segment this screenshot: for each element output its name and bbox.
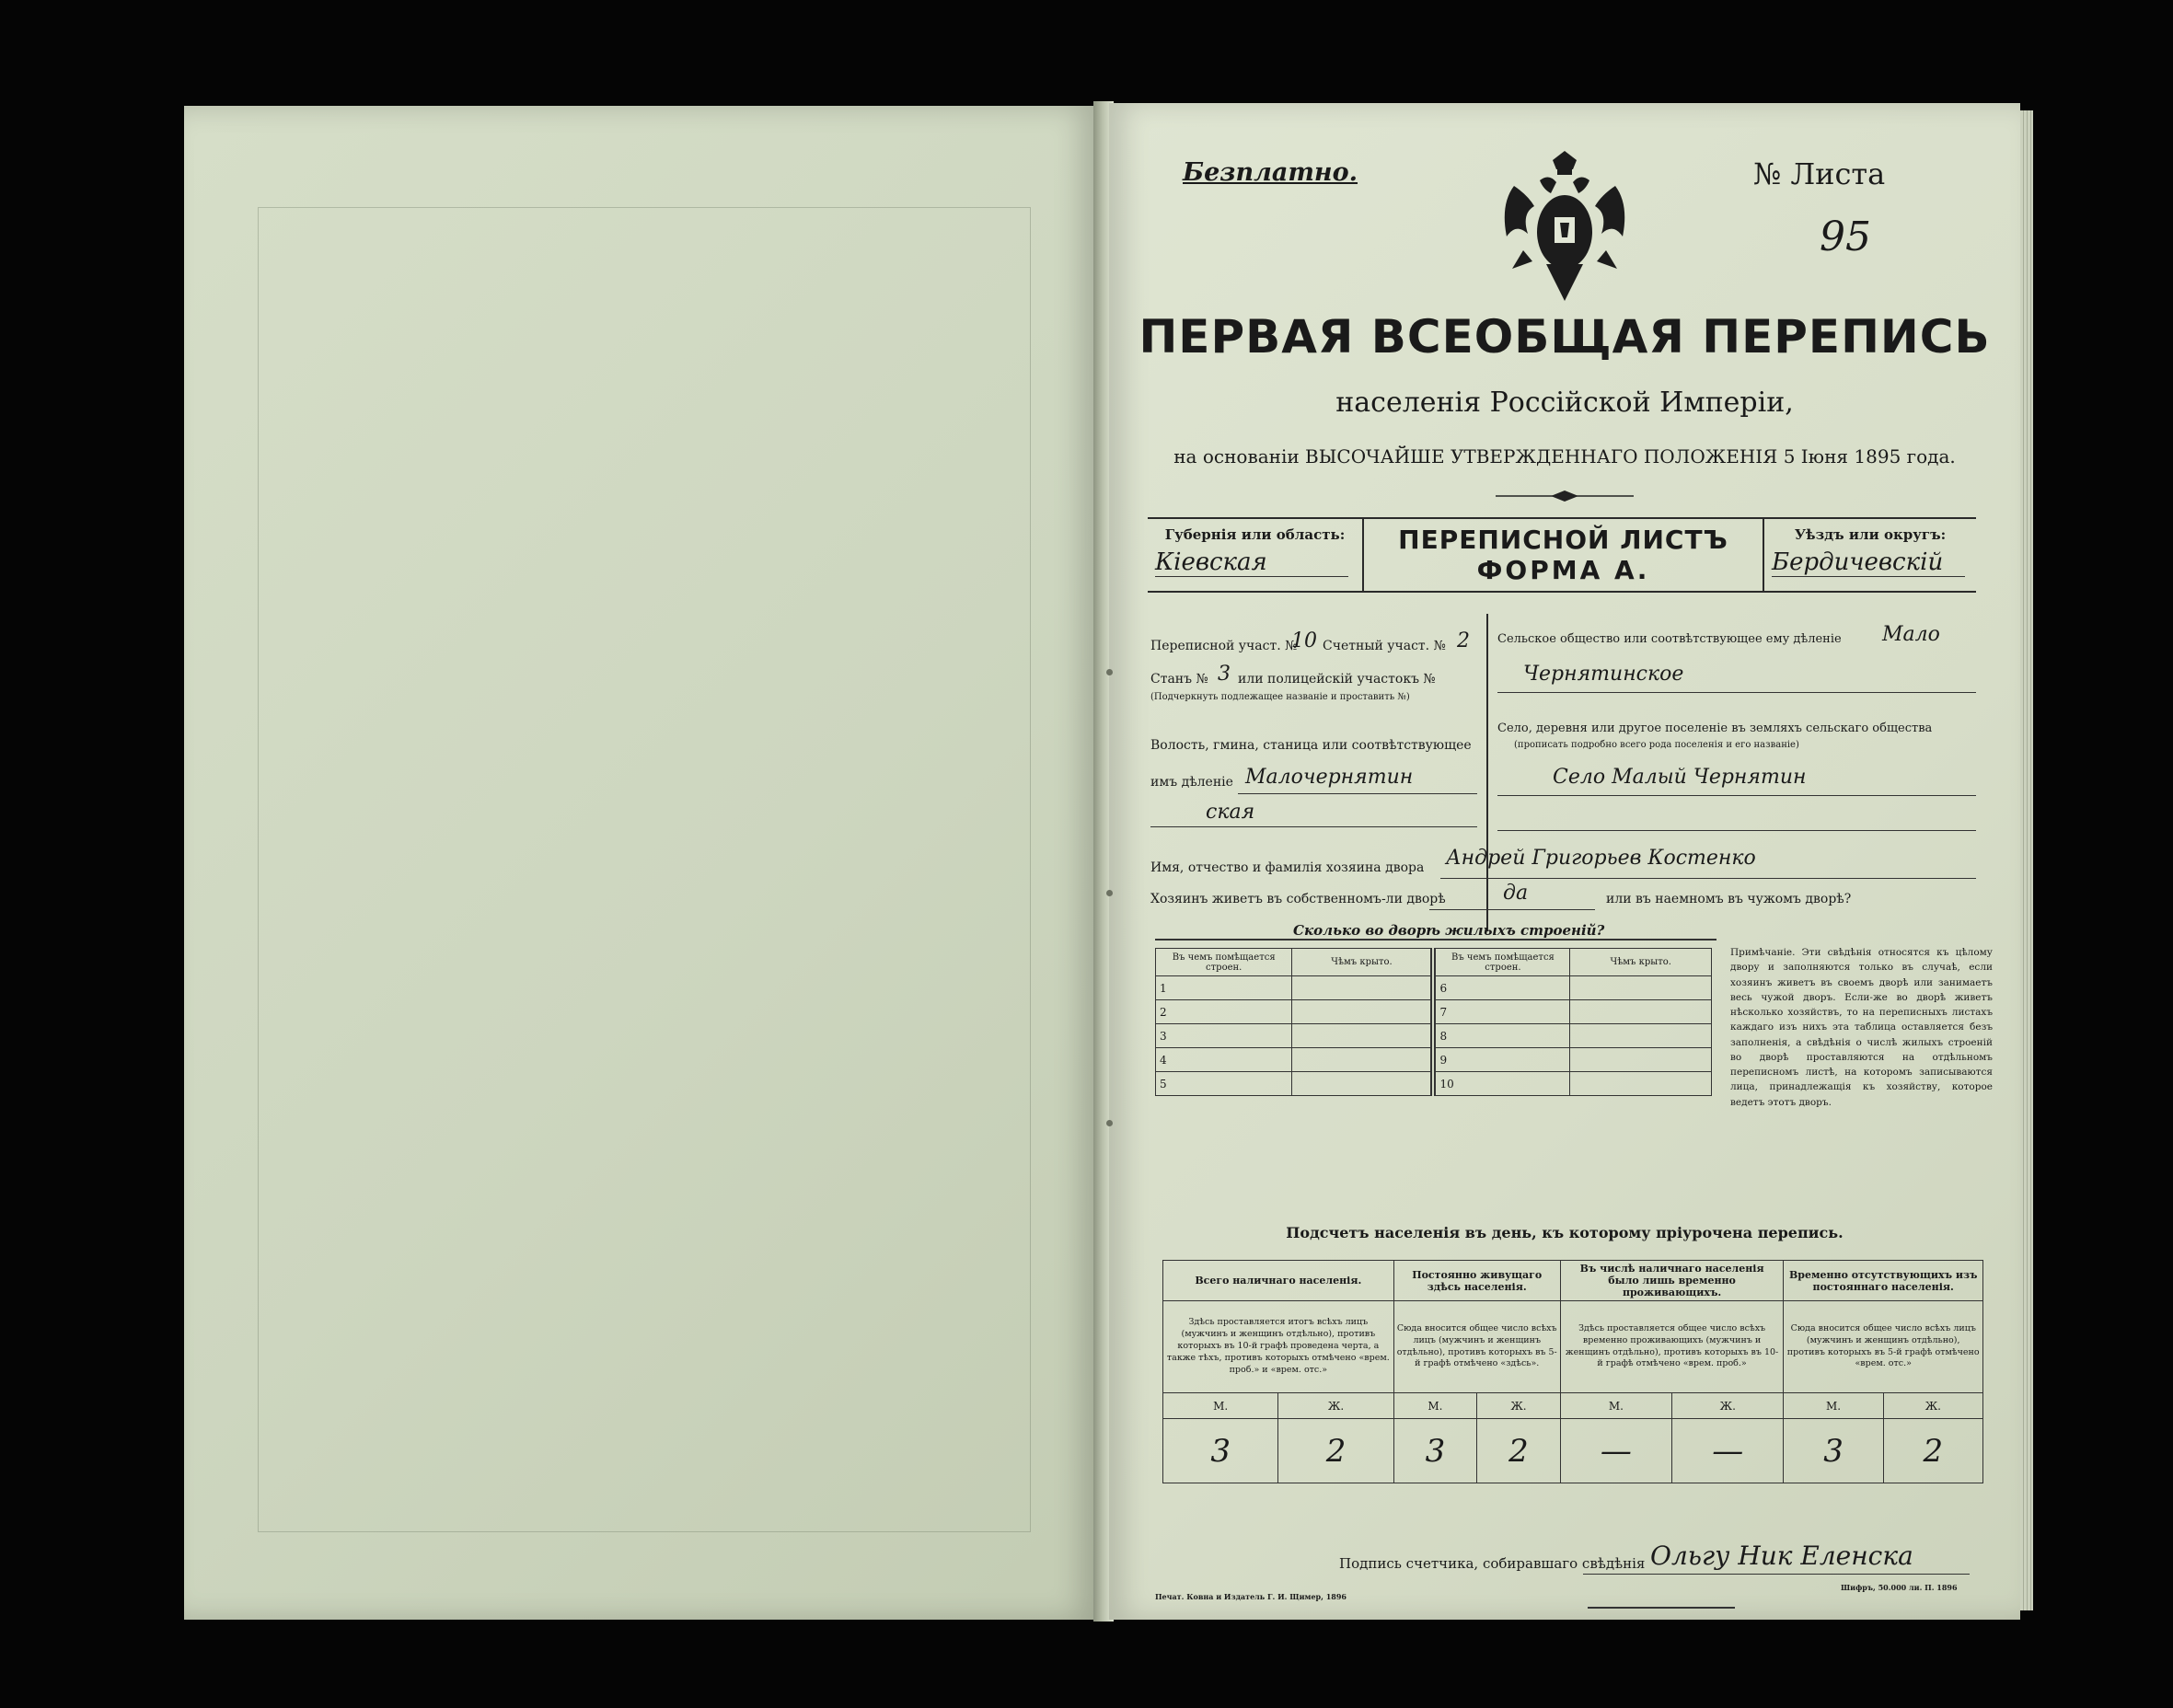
village-label: Село, деревня или другое поселеніе въ земляхъ сельскаго общества (1497, 721, 1933, 735)
village-value: Село Малый Чернятин (1553, 766, 1807, 789)
buildings-note: Примѣчаніе. Эти свѣдѣнія относятся къ цѣлому двору и заполняются только въ случаѣ, если хозяинъ живетъ въ своемъ дворѣ или занимаетъ весь чужой дворъ. Если-же во дворѣ живетъ нѣсколько хозяйствъ, то на переписныхъ листахъ каждаго изъ нихъ эта таблица оставляется безъ заполненія, а свѣдѣнія о числѣ жилыхъ строеній во дворѣ проставляются на отдѣльномъ переписномъ листѣ, на которомъ записываются лица, принадлежащія къ хозяйству, которое ведетъ этотъ дворъ. (1730, 947, 1993, 1108)
form-header-box (1148, 517, 1976, 593)
population-caption: Подсчетъ населенія въ день, къ которому пріурочена перепись. (1286, 1224, 1844, 1241)
table-row: 1 6 (1156, 976, 1712, 1000)
own-yard-value: да (1503, 882, 1529, 905)
female-label: Ж. (1883, 1393, 1982, 1419)
population-table (1162, 1260, 1983, 1483)
binding-hole (1106, 890, 1113, 896)
owner-value: Андрей Григорьев Костенко (1446, 847, 1756, 870)
signature-label: Подпись счетчика, собиравшаго свѣдѣнія (1339, 1555, 1646, 1572)
buildings-col-material: Чѣмъ крыто. (1292, 949, 1434, 976)
buildings-table (1155, 948, 1712, 1096)
population-header-absent: Временно отсутствующихъ изъ постояннаго населенія. (1784, 1261, 1983, 1301)
printer-imprint: Печат. Ковна и Издатель Г. И. Щимер, 1896 (1155, 1592, 1347, 1601)
page-stack-edge (2020, 110, 2033, 1610)
population-value: 3 (1784, 1419, 1883, 1483)
population-value: 2 (1278, 1419, 1393, 1483)
ornament-divider (1496, 490, 1634, 502)
society-value: Мало (1882, 623, 1940, 646)
population-header-permanent: Постоянно живущаго здѣсь населенія. (1393, 1261, 1560, 1301)
owner-label: Имя, отчество и фамилія хозяина двора (1150, 860, 1425, 875)
population-desc-temporary: Здѣсь проставляется общее число всѣхъ временно проживающихъ (мужчинъ и женщинъ отдѣльно), противъ которыхъ въ 10-й графѣ отмѣчено «врем. проб.» (1560, 1301, 1784, 1393)
stan-value: 3 (1218, 663, 1231, 686)
form-title: ПЕРЕПИСНОЙ ЛИСТЪ (1398, 525, 1728, 555)
own-yard-label: Хозяинъ живетъ въ собственномъ-ли дворѣ (1150, 892, 1446, 906)
census-form-page (1109, 103, 2020, 1620)
volost-value-2: ская (1206, 801, 1255, 824)
police-note: (Подчеркнуть подлежащее названіе и проставить №) (1150, 692, 1410, 702)
buildings-col-material-2: Чѣмъ крыто. (1570, 949, 1712, 976)
census-subtitle: населенія Россійской Имперіи, (1335, 387, 1794, 419)
population-value: 2 (1477, 1419, 1561, 1483)
census-section-label: Переписной участ. № (1150, 639, 1298, 653)
form-subtitle: ФОРМА А. (1476, 555, 1650, 585)
society-label: Сельское общество или соотвѣтствующее ему дѣленіе (1497, 632, 1842, 646)
census-title: ПЕРВАЯ ВСЕОБЩАЯ ПЕРЕПИСЬ (1139, 310, 1991, 364)
field-divider (1486, 614, 1488, 931)
form-title-cell (1364, 519, 1764, 591)
sheet-label: № Листа (1753, 156, 1886, 191)
volost-label-2: имъ дѣленіе (1150, 775, 1233, 790)
female-label: Ж. (1278, 1393, 1393, 1419)
society-value-2: Чернятинское (1523, 663, 1684, 686)
population-value: — (1560, 1419, 1671, 1483)
left-page-frame (258, 207, 1031, 1532)
province-value: Кіевская (1155, 548, 1348, 577)
sheet-number: 95 (1820, 214, 1871, 260)
census-section-value: 10 (1291, 629, 1317, 652)
population-header-temporary: Въ числѣ наличнаго населенія было лишь временно проживающихъ. (1560, 1261, 1784, 1301)
table-row: 4 9 (1156, 1048, 1712, 1072)
province-cell (1148, 519, 1364, 591)
buildings-question: Сколько во дворѣ жилыхъ строеній? (1293, 922, 1605, 939)
male-label: М. (1560, 1393, 1671, 1419)
volost-value: Малочернятин (1245, 766, 1414, 789)
male-label: М. (1784, 1393, 1883, 1419)
counting-section-value: 2 (1457, 629, 1470, 652)
female-label: Ж. (1672, 1393, 1784, 1419)
population-value: 3 (1393, 1419, 1477, 1483)
district-cell (1764, 519, 1976, 591)
population-desc-total: Здѣсь проставляется итогъ всѣхъ лицъ (мужчинъ и женщинъ отдѣльно), противъ которыхъ въ 10-й графѣ проведена черта, а также тѣхъ, противъ которыхъ отмѣчено «врем. проб.» и «врем. отс.» (1163, 1301, 1394, 1393)
province-label: Губернія или область: (1164, 526, 1346, 543)
rented-label: или въ наемномъ въ чужомъ дворѣ? (1606, 892, 1852, 906)
buildings-col-no-2: Въ чемъ помѣщается строен. (1433, 949, 1569, 976)
printer-imprint-right: Шифръ, 50.000 ли. П. 1896 (1841, 1583, 1958, 1592)
table-row: 3 8 (1156, 1024, 1712, 1048)
village-note: (прописать подробно всего рода поселенія и его названіе) (1514, 740, 1799, 750)
population-desc-absent: Сюда вносится общее число всѣхъ лицъ (мужчинъ и женщинъ отдѣльно), противъ которыхъ въ 5-й графѣ отмѣчено «врем. отс.» (1784, 1301, 1983, 1393)
imperial-eagle-icon (1496, 149, 1634, 306)
signature-value: Ольгу Ник Еленска (1650, 1541, 1913, 1571)
population-value: 2 (1883, 1419, 1982, 1483)
population-value: 3 (1163, 1419, 1278, 1483)
buildings-col-no: Въ чемъ помѣщается строен. (1156, 949, 1292, 976)
left-page (184, 106, 1097, 1620)
population-header-total: Всего наличнаго населенія. (1163, 1261, 1394, 1301)
district-value: Бердичевскій (1772, 548, 1965, 577)
female-label: Ж. (1477, 1393, 1561, 1419)
counting-section-label: Счетный участ. № (1323, 639, 1446, 653)
male-label: М. (1163, 1393, 1278, 1419)
district-label: Уѣздъ или округъ: (1794, 526, 1947, 543)
male-label: М. (1393, 1393, 1477, 1419)
table-row: 2 7 (1156, 1000, 1712, 1024)
binding-hole (1106, 669, 1113, 675)
population-value: — (1672, 1419, 1784, 1483)
volost-label: Волость, гмина, станица или соотвѣтствующее (1150, 738, 1472, 753)
decree-line: на основаніи ВЫСОЧАЙШЕ УТВЕРЖДЕННАГО ПОЛОЖЕНІЯ 5 Іюня 1895 года. (1173, 445, 1956, 467)
police-label: или полицейскій участокъ № (1238, 672, 1436, 687)
binding-hole (1106, 1120, 1113, 1126)
stan-label: Станъ № (1150, 672, 1208, 687)
free-label: Безплатно. (1183, 158, 1358, 187)
table-row: 5 10 (1156, 1072, 1712, 1096)
population-desc-permanent: Сюда вносится общее число всѣхъ лицъ (мужчинъ и женщинъ отдѣльно), противъ которыхъ въ 5-й графѣ отмѣчено «здѣсь». (1393, 1301, 1560, 1393)
